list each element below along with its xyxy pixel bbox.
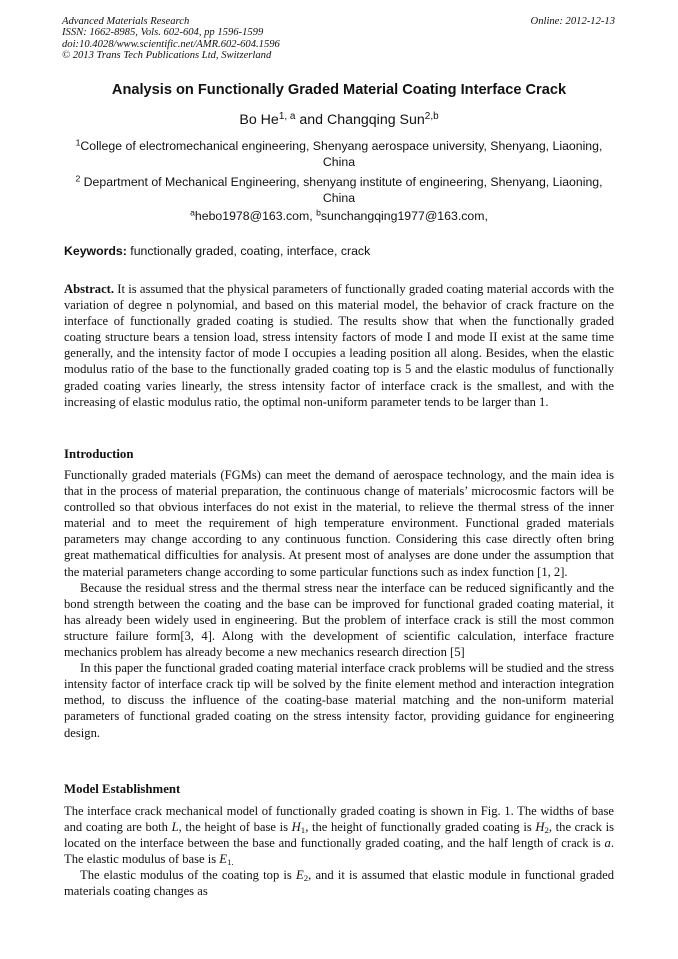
model-heading: Model Establishment	[64, 782, 181, 796]
journal-name: Advanced Materials Research	[62, 16, 190, 27]
email-b: sunchangqing1977@163.com,	[320, 209, 488, 223]
copyright-line: © 2013 Trans Tech Publications Ltd, Switzerland	[62, 50, 272, 62]
model-paragraph-2: The elastic modulus of the coating top is $E_2$, and it is assumed that elastic module in functional graded materials coating changes as	[64, 868, 614, 899]
affiliation-1-text: College of electromechanical engineering, Shenyang aerospace university, Shenyang, Liaoning, China	[80, 139, 603, 169]
author-1: Bo He	[239, 112, 279, 128]
journal-header	[62, 16, 280, 62]
email-a-marker: a	[190, 207, 195, 218]
introduction-body	[64, 467, 614, 741]
keywords-label: Keywords:	[64, 244, 127, 258]
author-1-marker: 1, a	[278, 111, 296, 123]
intro-paragraph-3: In this paper the functional graded coating material interface crack problems will be studied and the stress intensity factor of interface crack tip will be solved by the finite element method and interaction integration method, to discuss the influence of the coating-base material matching and the non-uniform material parameters of functional graded coating on the stress intensity factor, providing guidance for engineering design.	[64, 661, 614, 740]
author-2-marker: 2,b	[424, 111, 439, 123]
author-line	[30, 112, 648, 128]
email-b-marker: b	[316, 207, 321, 218]
intro-paragraph-1: Functionally graded materials (FGMs) can meet the demand of aerospace technology, and the main idea is that in the process of material preparation, the continuous change of materials’ microcosmic factors will be controlled so that obvious interfaces do not exist in the material, to relieve the thermal stress of the inner material and to meet the requirement of high temperature environment. Functional graded materials parameters may change according to any continuous function. Considering this case directly often bring great mathematical difficulties for analysis. At present most of analyses are done under the assumption that the material parameters change according to some particular functions such as index function [1, 2].	[64, 468, 614, 579]
affiliation-2-text: Department of Mechanical Engineering, shenyang institute of engineering, Shenyang, Liaoning, China	[83, 175, 603, 205]
issn-line: ISSN: 1662-8985, Vols. 602-604, pp 1596-1599	[62, 27, 264, 39]
abstract-label: Abstract.	[64, 282, 115, 296]
email-a: hebo1978@163.com,	[194, 209, 313, 223]
affiliation-1	[64, 138, 614, 170]
affiliation-2	[64, 174, 614, 206]
affiliation-1-number: 1	[75, 137, 81, 148]
model-paragraph-1: The interface crack mechanical model of functionally graded coating is shown in Fig. 1. The widths of base and coating are both L, the height of base is $H_1$, the height of functionally graded coating is $H_2$, the crack is located on the interface between the base and functionally graded coating, and the half length of crack is a. The elastic modulus of base is $E_{1.}$	[64, 804, 614, 868]
abstract	[64, 281, 614, 410]
abstract-text: It is assumed that the physical parameters of functionally graded coating material accords with the variation of degree n polynomial, and based on this material model, the behavior of crack fracture on the interface of functionally graded coating is studied. The results show that when the functionally graded coating structure bears a tension load, stress intensity factors of mode I and mode II exist at the same time generally, and the intensity factor of mode I occupies a leading position all along. Besides, when the elastic modulus ratio of the base to the functionally graded coating top is 5 and the elastic modulus of functionally graded coating varies linearly, the stress intensity factor of interface crack is the smallest, and with the increasing of elastic modulus ratio, the optimal non-uniform parameter tends to be larger than 1.	[64, 282, 614, 409]
email-line	[30, 209, 648, 223]
intro-paragraph-2: Because the residual stress and the thermal stress near the interface can be reduced significantly and the bond strength between the coating and the base can be improved for functional graded coating material, it has already been widely used in engineering. But the problem of interface crack is still the most common structure failure form[3, 4]. Along with the development of scientific calculation, interface fracture mechanics problem has already become a new mechanics research direction [5]	[64, 580, 614, 660]
keywords-text: functionally graded, coating, interface, crack	[130, 244, 371, 258]
model-body	[64, 803, 614, 900]
paper-title: Analysis on Functionally Graded Material Coating Interface Crack	[111, 82, 567, 98]
online-date: Online: 2012-12-13	[530, 16, 615, 27]
keywords	[64, 244, 616, 258]
author-conjunction: and	[299, 112, 324, 128]
affiliation-2-number: 2	[75, 173, 81, 184]
introduction-heading: Introduction	[64, 447, 134, 461]
doi-line: doi:10.4028/www.scientific.net/AMR.602-604.1596	[62, 38, 280, 50]
author-2: Changqing Sun	[326, 112, 425, 128]
